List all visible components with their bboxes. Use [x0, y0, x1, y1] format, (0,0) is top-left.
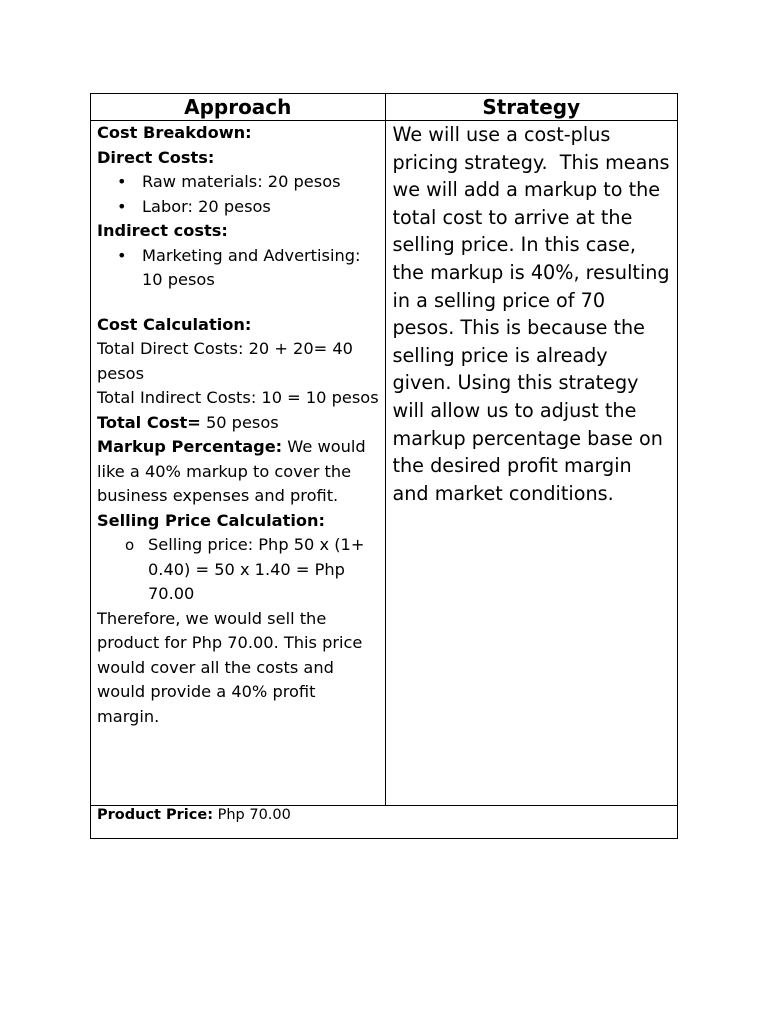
strategy-header: Strategy [385, 94, 678, 121]
total-indirect-costs: Total Indirect Costs: 10 = 10 pesos [97, 388, 379, 407]
list-item-text: Selling price: Php 50 x (1+ 0.40) = 50 x 1.40 = Php 70.00 [148, 535, 365, 603]
cost-calculation-heading: Cost Calculation: [97, 314, 252, 334]
list-item-text: Raw materials: 20 pesos [142, 172, 341, 191]
selling-price-heading: Selling Price Calculation: [97, 510, 325, 530]
total-cost [97, 411, 381, 436]
product-price-cell [91, 806, 678, 839]
markup-label: Markup Percentage: [97, 437, 283, 456]
approach-cell [91, 121, 386, 806]
strategy-text: We will use a cost-plus pricing strategy. This means we will add a markup to the total cost to arrive at the selling price. In this case, the markup is 40%, resulting in a selling price of 70 pesos. This is because the selling price is already given. Using this strategy will allow us to adjust the markup percentage base on the desired profit margin and market conditions. [392, 123, 676, 505]
content-row [91, 121, 678, 806]
bullet-icon: • [117, 196, 127, 216]
bullet-icon: • [117, 245, 127, 265]
circle-bullet-icon: o [125, 536, 135, 554]
bullet-icon: • [117, 172, 127, 191]
direct-costs-list [97, 170, 381, 219]
strategy-cell [385, 121, 678, 806]
total-direct-costs: Total Direct Costs: 20 + 20= 40 pesos [97, 339, 353, 383]
list-item [97, 533, 381, 607]
cost-breakdown-heading: Cost Breakdown: [97, 123, 252, 142]
conclusion-text: Therefore, we would sell the product for Php 70.00. This price would cover all the costs and would provide a 40% profit margin. [97, 608, 363, 726]
product-price-value: Php 70.00 [213, 807, 291, 823]
spacer [97, 293, 381, 313]
list-item [97, 244, 381, 293]
total-cost-value: 50 pesos [200, 412, 279, 432]
list-item [97, 195, 381, 220]
total-cost-label: Total Cost= [97, 412, 201, 432]
product-price-label: Product Price: [97, 807, 213, 823]
indirect-costs-heading: Indirect costs: [97, 221, 228, 240]
approach-header: Approach [91, 94, 386, 121]
list-item-text: Labor: 20 pesos [142, 196, 271, 216]
selling-price-list [97, 533, 381, 607]
markup-percentage [97, 435, 381, 509]
list-item-text: Marketing and Advertising: 10 pesos [142, 245, 361, 289]
markup-text: We would like a 40% markup to cover the business expenses and profit. [97, 437, 366, 505]
direct-costs-heading: Direct Costs: [97, 147, 215, 167]
indirect-costs-list [97, 244, 381, 293]
pricing-table [90, 93, 678, 839]
list-item [97, 170, 381, 195]
footer-row [91, 806, 678, 839]
header-row [91, 94, 678, 121]
